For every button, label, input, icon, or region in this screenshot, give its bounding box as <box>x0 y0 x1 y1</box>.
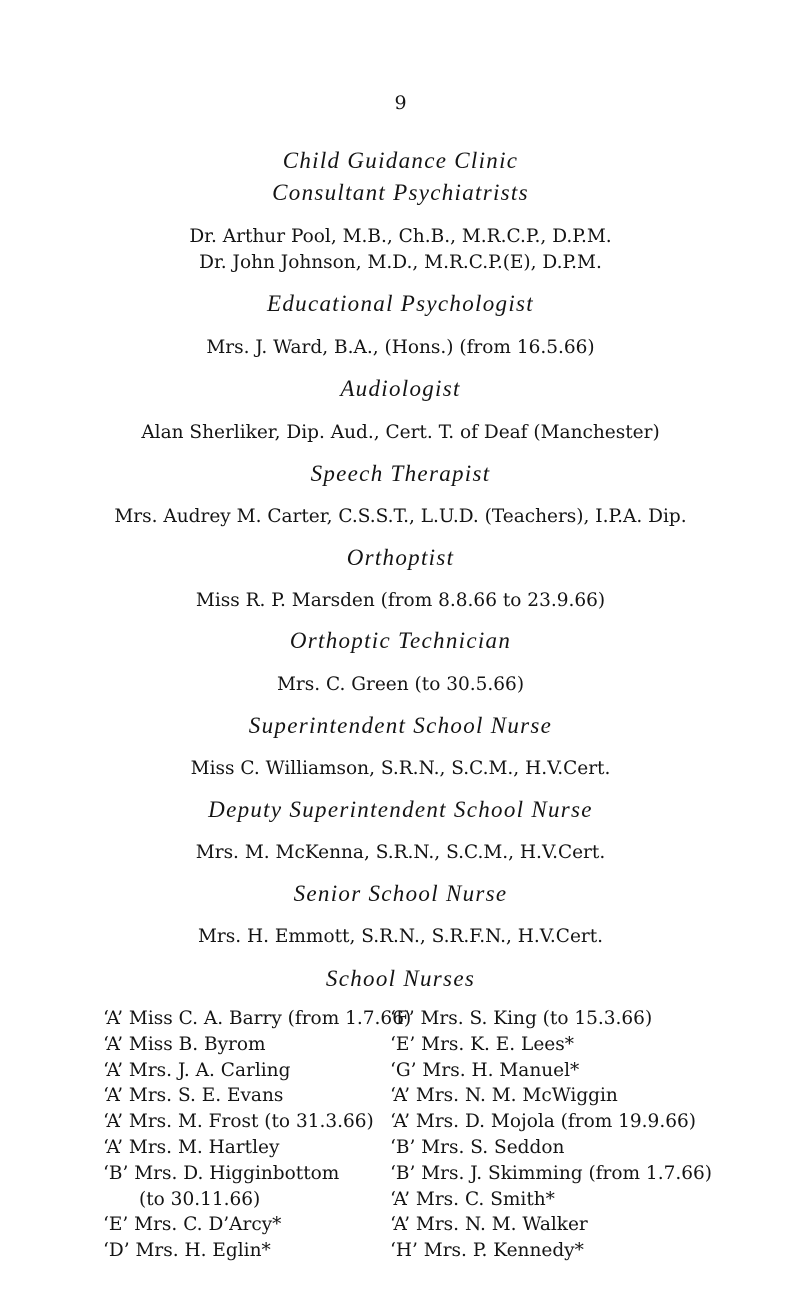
nurse-entry: ‘A’ Mrs. M. Frost (to 31.3.66) <box>103 1111 374 1133</box>
psychologist-heading: Educational Psychologist <box>267 291 534 316</box>
nurse-entry: ‘B’ Mrs. J. Skimming (from 1.7.66) <box>390 1162 712 1184</box>
nurse-entry: ‘F’ Mrs. S. King (to 15.3.66) <box>390 1008 653 1029</box>
deputy-superintendent-heading: Deputy Superintendent School Nurse <box>208 797 593 822</box>
orthoptic-technician-heading: Orthoptic Technician <box>289 628 512 653</box>
nurse-entry: ‘A’ Mrs. N. M. McWiggin <box>390 1085 618 1107</box>
nurses-right-column <box>390 1006 712 1264</box>
nurse-entry: ‘A’ Mrs. D. Mojola (from 19.9.66) <box>390 1111 696 1133</box>
orthoptist-line: Miss R. P. Marsden (from 8.8.66 to 23.9.66) <box>195 590 606 611</box>
senior-nurse-heading: Senior School Nurse <box>293 881 508 906</box>
psychologist-line: Mrs. J. Ward, B.A., (Hons.) (from 16.5.66) <box>206 337 595 358</box>
senior-nurse-line: Mrs. H. Emmott, S.R.N., S.R.F.N., H.V.Cert. <box>197 926 604 947</box>
nurse-entry: ‘D’ Mrs. H. Eglin* <box>103 1240 271 1262</box>
nurse-entry: ‘A’ Mrs. M. Hartley <box>103 1136 280 1158</box>
psychiatrist-line: Dr. Arthur Pool, M.B., Ch.B., M.R.C.P., D.P.M. <box>189 226 612 247</box>
nurses-left-column <box>103 1006 411 1264</box>
nurse-entry: ‘G’ Mrs. H. Manuel* <box>390 1059 580 1081</box>
nurse-entry: ‘B’ Mrs. S. Seddon <box>390 1136 565 1158</box>
nurse-entry: ‘H’ Mrs. P. Kennedy* <box>390 1240 584 1262</box>
nurse-entry: ‘B’ Mrs. D. Higginbottom <box>103 1162 340 1184</box>
psychiatrists-heading: Consultant Psychiatrists <box>272 180 529 205</box>
superintendent-line: Miss C. Williamson, S.R.N., S.C.M., H.V.Cert. <box>190 758 611 779</box>
nurse-entry: ‘A’ Mrs. C. Smith* <box>390 1188 555 1210</box>
nurse-entry: ‘A’ Mrs. J. A. Carling <box>103 1059 291 1081</box>
clinic-heading: Child Guidance Clinic <box>282 148 519 173</box>
orthoptist-heading: Orthoptist <box>346 545 455 570</box>
school-nurses-heading: School Nurses <box>325 966 476 991</box>
audiologist-heading: Audiologist <box>340 376 461 401</box>
nurse-entry: ‘A’ Miss C. A. Barry (from 1.7.66) <box>103 1008 412 1029</box>
deputy-superintendent-line: Mrs. M. McKenna, S.R.N., S.C.M., H.V.Cert. <box>195 842 606 863</box>
audiologist-line: Alan Sherliker, Dip. Aud., Cert. T. of Deaf (Manchester) <box>141 422 660 443</box>
psychiatrist-line: Dr. John Johnson, M.D., M.R.C.P.(E), D.P.M. <box>199 252 602 273</box>
superintendent-heading: Superintendent School Nurse <box>248 713 553 738</box>
orthoptic-technician-line: Mrs. C. Green (to 30.5.66) <box>276 674 525 695</box>
nurse-entry-continuation: (to 30.11.66) <box>139 1188 261 1210</box>
speech-therapist-heading: Speech Therapist <box>310 461 491 486</box>
nurse-entry: ‘E’ Mrs. C. D’Arcy* <box>103 1214 282 1236</box>
nurse-entry: ‘A’ Mrs. S. E. Evans <box>103 1085 284 1107</box>
nurse-entry: ‘E’ Mrs. K. E. Lees* <box>390 1033 574 1055</box>
nurse-entry: ‘A’ Mrs. N. M. Walker <box>390 1214 588 1236</box>
page-number: 9 <box>394 92 407 114</box>
nurse-entry: ‘A’ Miss B. Byrom <box>103 1033 266 1055</box>
speech-therapist-line: Mrs. Audrey M. Carter, C.S.S.T., L.U.D. (Teachers), I.P.A. Dip. <box>114 506 687 527</box>
